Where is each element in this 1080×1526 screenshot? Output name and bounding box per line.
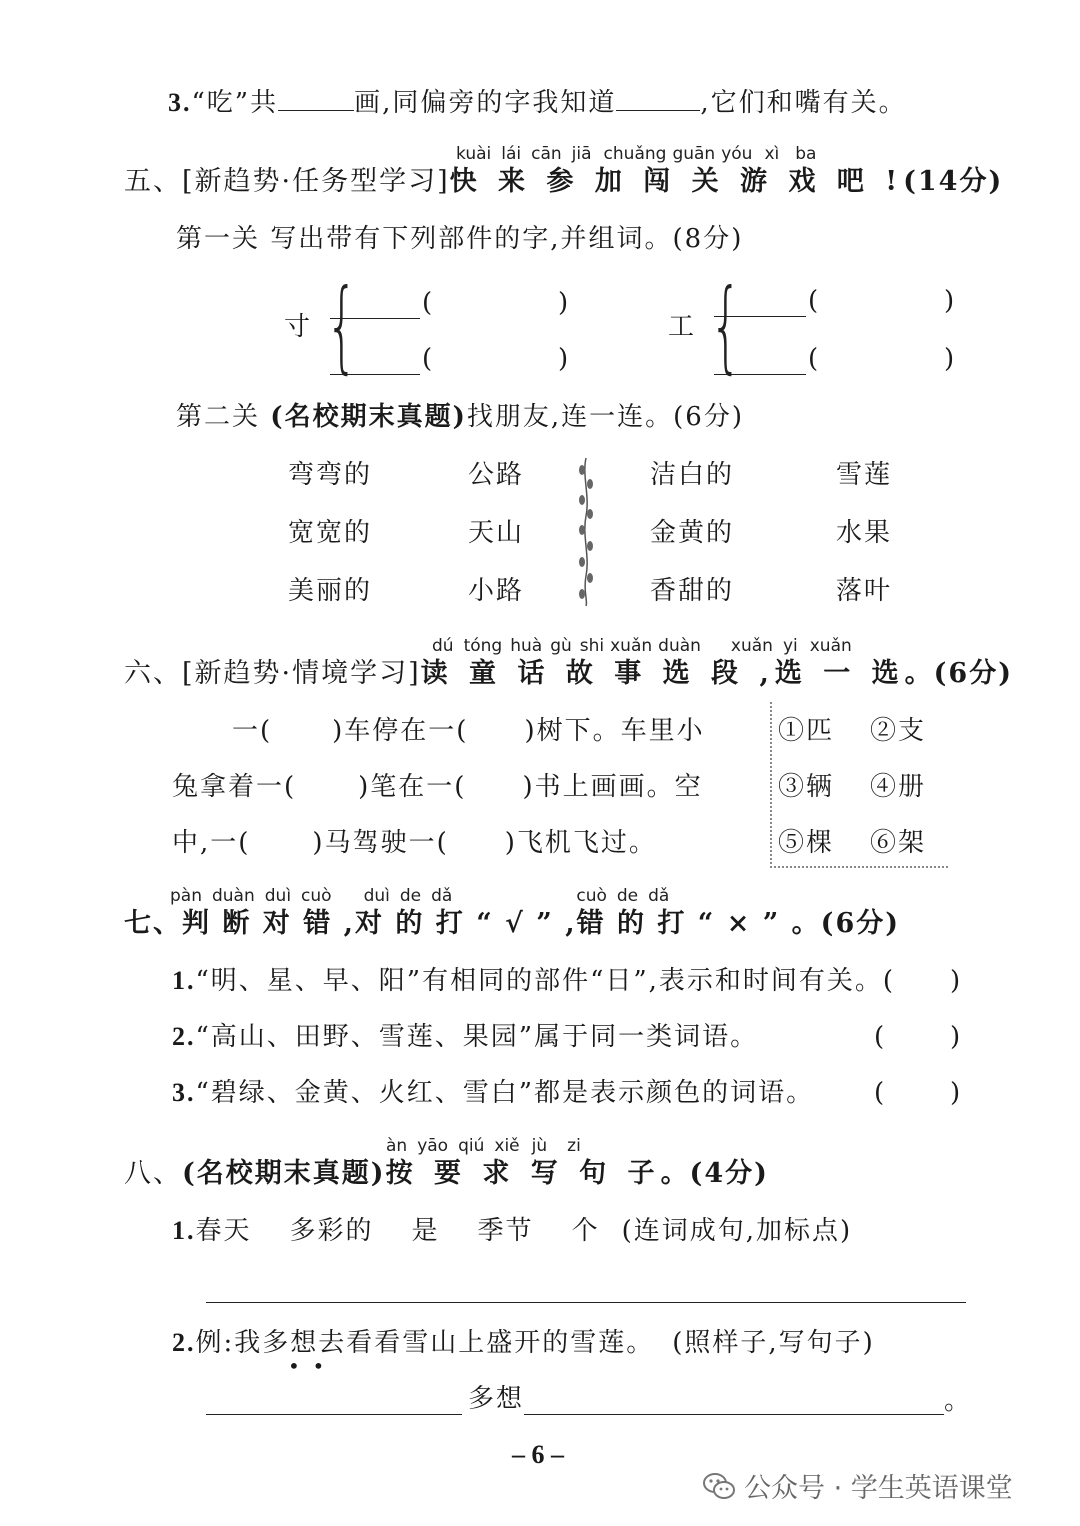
answer-line[interactable] bbox=[206, 1414, 462, 1415]
paren-open: ( bbox=[422, 288, 435, 318]
q6-line-2 bbox=[172, 772, 703, 802]
story-text: 兔拿着一( bbox=[172, 772, 297, 802]
story-text: )树下。车里小 bbox=[524, 716, 705, 746]
match-right-adj[interactable]: 金黄的 bbox=[650, 518, 735, 548]
word-card: 春天 bbox=[195, 1216, 252, 1246]
answer-paren-close[interactable]: ) bbox=[950, 1022, 963, 1052]
section-score: (14分) bbox=[903, 166, 1004, 197]
emphasis-dots-icon: • • bbox=[288, 1354, 325, 1378]
pinyin: dǎ bbox=[648, 886, 670, 906]
match-left-adj[interactable]: 弯弯的 bbox=[288, 460, 373, 490]
item-hint: (连词成句,加标点) bbox=[621, 1216, 853, 1246]
answer-blank[interactable] bbox=[616, 86, 700, 111]
pinyin: cuò bbox=[301, 886, 332, 906]
q7-item-1 bbox=[172, 966, 895, 996]
pinyin: duàn bbox=[211, 886, 255, 906]
answer-paren-close[interactable]: ) bbox=[950, 1078, 963, 1108]
pinyin: xuǎn bbox=[610, 636, 653, 656]
item-hint: (照样子,写句子) bbox=[672, 1328, 875, 1358]
pinyin: yóu bbox=[721, 144, 753, 164]
word-card: 是 bbox=[411, 1216, 440, 1246]
q8-pinyin bbox=[386, 1136, 581, 1156]
q5-level2-label bbox=[176, 402, 744, 432]
match-right-adj[interactable]: 洁白的 bbox=[650, 460, 735, 490]
part-char: 寸 bbox=[284, 312, 313, 342]
pinyin: jiā bbox=[571, 144, 592, 164]
pinyin: de bbox=[399, 886, 422, 906]
item-number: 1. bbox=[172, 966, 196, 995]
answer-paren-close[interactable]: ) bbox=[950, 966, 963, 996]
brace-icon: { bbox=[709, 267, 742, 384]
pinyin: chuǎng bbox=[603, 144, 667, 164]
item-number: 2. bbox=[172, 1022, 196, 1051]
word-card: 个 bbox=[571, 1216, 600, 1246]
wechat-icon bbox=[702, 1471, 736, 1501]
option: ②支 bbox=[870, 716, 927, 746]
q4-item-3-text-a: “吃”共 bbox=[191, 88, 279, 118]
q4-item-3 bbox=[168, 86, 907, 118]
q5-pinyin bbox=[456, 144, 816, 164]
sentence-end: 。 bbox=[944, 1386, 973, 1416]
item-number: 3. bbox=[168, 88, 192, 117]
section-title: 快 来 参 加 闯 关 游 戏 吧 ! bbox=[449, 166, 904, 197]
item-number: 2. bbox=[172, 1328, 196, 1357]
answer-blank[interactable] bbox=[330, 318, 420, 319]
q5-level1-label: 第一关 写出带有下列部件的字,并组词。(8分) bbox=[176, 224, 744, 254]
pinyin: pàn bbox=[170, 886, 202, 906]
pinyin: àn bbox=[386, 1136, 408, 1156]
q8-item-2 bbox=[172, 1328, 875, 1358]
pinyin: xuǎn bbox=[809, 636, 852, 656]
section-tag: [新趋势·任务型学习] bbox=[182, 166, 450, 197]
pinyin: kuài bbox=[456, 144, 492, 164]
paren-close: ) bbox=[558, 344, 571, 374]
pinyin: ba bbox=[795, 144, 817, 164]
match-right-noun[interactable]: 落叶 bbox=[836, 576, 893, 606]
option: ③辆 bbox=[778, 772, 835, 802]
pinyin: shi bbox=[579, 636, 605, 656]
pinyin: dú bbox=[432, 636, 454, 656]
section-title: 读 童 话 故 事 选 段 ,选 一 选 bbox=[420, 658, 905, 689]
match-left-adj[interactable]: 美丽的 bbox=[288, 576, 373, 606]
word-card: 季节 bbox=[477, 1216, 534, 1246]
match-right-noun[interactable]: 水果 bbox=[836, 518, 893, 548]
answer-blank[interactable] bbox=[278, 86, 354, 111]
pinyin: qiú bbox=[458, 1136, 485, 1156]
item-text: “碧绿、金黄、火红、雪白”都是表示颜色的词语。 bbox=[195, 1078, 815, 1108]
story-text: )书上画画。空 bbox=[522, 772, 703, 802]
section-title: 按 要 求 写 句 子 bbox=[385, 1158, 661, 1189]
pinyin: duàn bbox=[658, 636, 701, 656]
paren-open: ( bbox=[808, 344, 821, 374]
q6-line-1 bbox=[232, 716, 705, 746]
story-text: )飞机飞过。 bbox=[504, 828, 657, 858]
item-number: 3. bbox=[172, 1078, 196, 1107]
match-right-adj[interactable]: 香甜的 bbox=[650, 576, 735, 606]
pinyin: duì bbox=[363, 886, 390, 906]
pinyin: tóng bbox=[463, 636, 503, 656]
match-right-noun[interactable]: 雪莲 bbox=[836, 460, 893, 490]
pinyin: lái bbox=[501, 144, 522, 164]
story-text: )马驾驶一( bbox=[312, 828, 449, 858]
q6-pinyin bbox=[432, 636, 852, 656]
answer-blank[interactable] bbox=[714, 374, 806, 375]
answer-line[interactable] bbox=[206, 1302, 966, 1303]
pinyin: jù bbox=[531, 1136, 548, 1156]
match-left-adj[interactable]: 宽宽的 bbox=[288, 518, 373, 548]
pinyin: guān bbox=[672, 144, 716, 164]
watermark bbox=[702, 1466, 1013, 1505]
pinyin: yāo bbox=[417, 1136, 449, 1156]
answer-line[interactable] bbox=[524, 1414, 944, 1415]
section-number: 六、 bbox=[124, 658, 182, 689]
q7-item-2 bbox=[172, 1022, 758, 1052]
page-number: – 6 – bbox=[512, 1440, 564, 1469]
answer-blank[interactable] bbox=[714, 316, 806, 317]
pinyin: xuǎn bbox=[730, 636, 773, 656]
pinyin: duì bbox=[264, 886, 292, 906]
level2-name: 第二关 bbox=[176, 402, 271, 432]
watermark-text: 公众号 · 学生英语课堂 bbox=[744, 1473, 1013, 1504]
level2-instruction: 找朋友,连一连。(6分) bbox=[466, 402, 744, 432]
q7-pinyin bbox=[170, 886, 669, 906]
section-score: 。(6分) bbox=[904, 658, 1013, 689]
pinyin: de bbox=[616, 886, 639, 906]
option: ①匹 bbox=[778, 716, 835, 746]
answer-paren-open[interactable]: ( bbox=[874, 1022, 887, 1052]
pinyin: zi bbox=[567, 1136, 581, 1156]
pinyin: cān bbox=[531, 144, 562, 164]
q8-item-1 bbox=[172, 1216, 852, 1246]
match-left-noun[interactable]: 天山 bbox=[468, 518, 525, 548]
part-char: 工 bbox=[668, 312, 697, 342]
option: ⑥架 bbox=[870, 828, 927, 858]
paren-open: ( bbox=[422, 344, 435, 374]
fill-keyword: 多想 bbox=[468, 1384, 525, 1414]
story-text: 一( bbox=[232, 716, 273, 746]
paren-close: ) bbox=[558, 288, 571, 318]
match-left-noun[interactable]: 公路 bbox=[468, 460, 525, 490]
brace-icon: { bbox=[325, 267, 358, 384]
section-score: 。(4分) bbox=[660, 1158, 769, 1189]
q7-heading: 七、判 断 对 错 ,对 的 打 “ √ ” ,错 的 打 “ × ” 。(6分) bbox=[124, 908, 901, 939]
pinyin: cuò bbox=[576, 886, 607, 906]
pinyin: xì bbox=[764, 144, 780, 164]
word-card: 多彩的 bbox=[289, 1216, 374, 1246]
story-text: )笔在一( bbox=[358, 772, 467, 802]
pinyin: gù bbox=[550, 636, 572, 656]
section-number: 八、 bbox=[124, 1158, 182, 1189]
q5-heading bbox=[124, 166, 1003, 198]
answer-paren-open[interactable]: ( bbox=[874, 1078, 887, 1108]
pinyin: dǎ bbox=[431, 886, 453, 906]
item-text: “明、星、早、阳”有相同的部件“日”,表示和时间有关。( bbox=[195, 966, 896, 996]
pinyin: xiě bbox=[494, 1136, 520, 1156]
vine-divider-icon bbox=[576, 456, 596, 608]
q6-heading bbox=[124, 658, 1013, 690]
story-text: 中,一( bbox=[172, 828, 251, 858]
paren-close: ) bbox=[944, 286, 957, 316]
answer-blank[interactable] bbox=[330, 374, 420, 375]
section-tag: [新趋势·情境学习] bbox=[182, 658, 421, 689]
q4-item-3-text-b: 画,同偏旁的字我知道 bbox=[354, 88, 617, 118]
option: ④册 bbox=[870, 772, 927, 802]
pinyin: huà bbox=[510, 636, 543, 656]
match-left-noun[interactable]: 小路 bbox=[468, 576, 525, 606]
item-text: “高山、田野、雪莲、果园”属于同一类词语。 bbox=[195, 1022, 759, 1052]
pinyin: yi bbox=[782, 636, 798, 656]
q6-line-3 bbox=[172, 828, 657, 858]
section-number: 五、 bbox=[124, 166, 182, 197]
item-number: 1. bbox=[172, 1216, 196, 1245]
level2-tag: (名校期末真题) bbox=[270, 402, 467, 432]
example-sentence: 例:我多想去看看雪山上盛开的雪莲。 bbox=[195, 1328, 655, 1358]
section-tag: (名校期末真题) bbox=[182, 1158, 386, 1189]
q4-item-3-text-c: ,它们和嘴有关。 bbox=[700, 88, 907, 118]
q8-heading bbox=[124, 1158, 769, 1190]
paren-close: ) bbox=[944, 344, 957, 374]
option: ⑤棵 bbox=[778, 828, 835, 858]
paren-open: ( bbox=[808, 286, 821, 316]
story-text: )车停在一( bbox=[332, 716, 469, 746]
q7-item-3 bbox=[172, 1078, 814, 1108]
